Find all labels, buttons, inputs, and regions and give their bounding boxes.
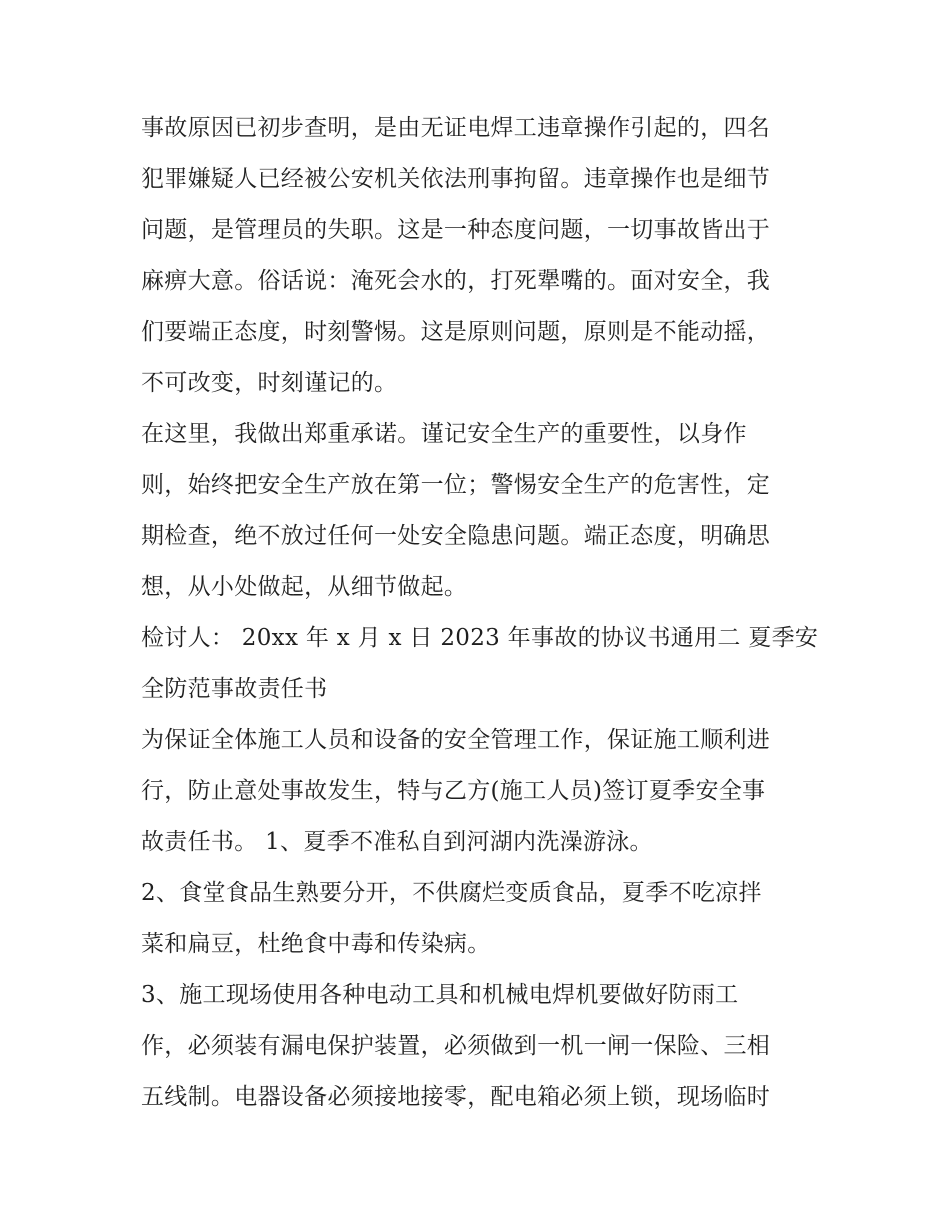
document-body (141, 103, 821, 1123)
text-line: 犯罪嫌疑人已经被公安机关依法刑事拘留。违章操作也是细节 (141, 166, 771, 192)
text-line: 问题，是管理员的失职。这是一种态度问题，一切事故皆出于 (141, 217, 771, 243)
text-line: 3、施工现场使用各种电动工具和机械电焊机要做好防雨工 (141, 982, 739, 1008)
text-line: 检讨人： 20xx 年 x 月 x 日 2023 年事故的协议书通用二 夏季安 (141, 625, 819, 651)
text-line: 想，从小处做起，从细节做起。 (141, 574, 468, 600)
text-line: 在这里，我做出郑重承诺。谨记安全生产的重要性，以身作 (141, 421, 747, 447)
text-line: 2、食堂食品生熟要分开，不供腐烂变质食品，夏季不吃凉拌 (141, 880, 762, 906)
text-line: 作，必须装有漏电保护装置，必须做到一机一闸一保险、三相 (141, 1033, 771, 1059)
text-line: 行，防止意处事故发生，特与乙方(施工人员)签订夏季安全事 (141, 778, 766, 804)
text-line: 则，始终把安全生产放在第一位；警惕安全生产的危害性，定 (141, 472, 771, 498)
text-line: 五线制。电器设备必须接地接零，配电箱必须上锁，现场临时 (141, 1084, 771, 1110)
text-line: 们要端正态度，时刻警惕。这是原则问题，原则是不能动摇， (141, 319, 771, 345)
text-line: 为保证全体施工人员和设备的安全管理工作，保证施工顺利进 (141, 727, 771, 753)
text-line: 麻痹大意。俗话说：淹死会水的，打死犟嘴的。面对安全，我 (141, 268, 771, 294)
text-line: 故责任书。 1、夏季不准私自到河湖内洗澡游泳。 (141, 829, 653, 855)
text-line: 事故原因已初步查明，是由无证电焊工违章操作引起的，四名 (141, 115, 771, 141)
text-line: 不可改变，时刻谨记的。 (141, 370, 398, 396)
text-line: 全防范事故责任书 (141, 676, 328, 702)
text-line: 菜和扁豆，杜绝食中毒和传染病。 (141, 931, 491, 957)
text-line: 期检查，绝不放过任何一处安全隐患问题。端正态度，明确思 (141, 523, 771, 549)
